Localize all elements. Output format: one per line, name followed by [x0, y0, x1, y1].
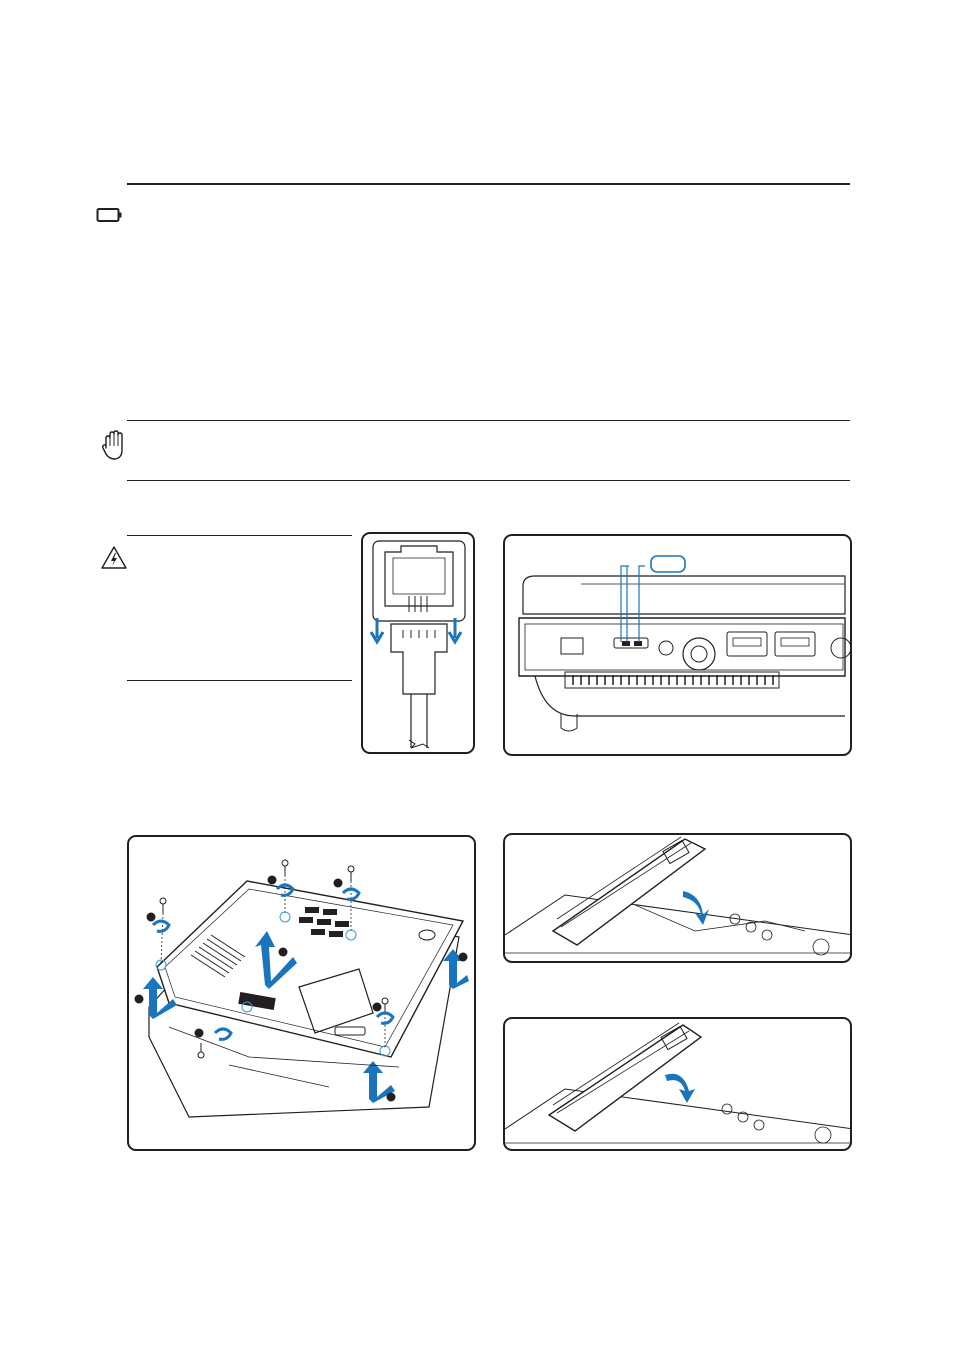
warning-triangle-icon — [100, 545, 128, 576]
stop-hand-icon — [100, 428, 128, 467]
top-rule — [127, 183, 850, 185]
laptop-side-ports-diagram — [503, 534, 852, 756]
note-rule-bottom — [127, 480, 850, 481]
warning-rule-top — [127, 535, 352, 536]
note-rule-top — [127, 420, 850, 421]
phone-jack-diagram — [361, 532, 475, 754]
battery-icon — [96, 207, 124, 228]
drive-remove-diagram — [503, 1017, 852, 1151]
laptop-bottom-cover-diagram — [127, 835, 476, 1151]
drive-insert-diagram — [503, 833, 852, 963]
warning-rule-bottom — [127, 680, 352, 681]
